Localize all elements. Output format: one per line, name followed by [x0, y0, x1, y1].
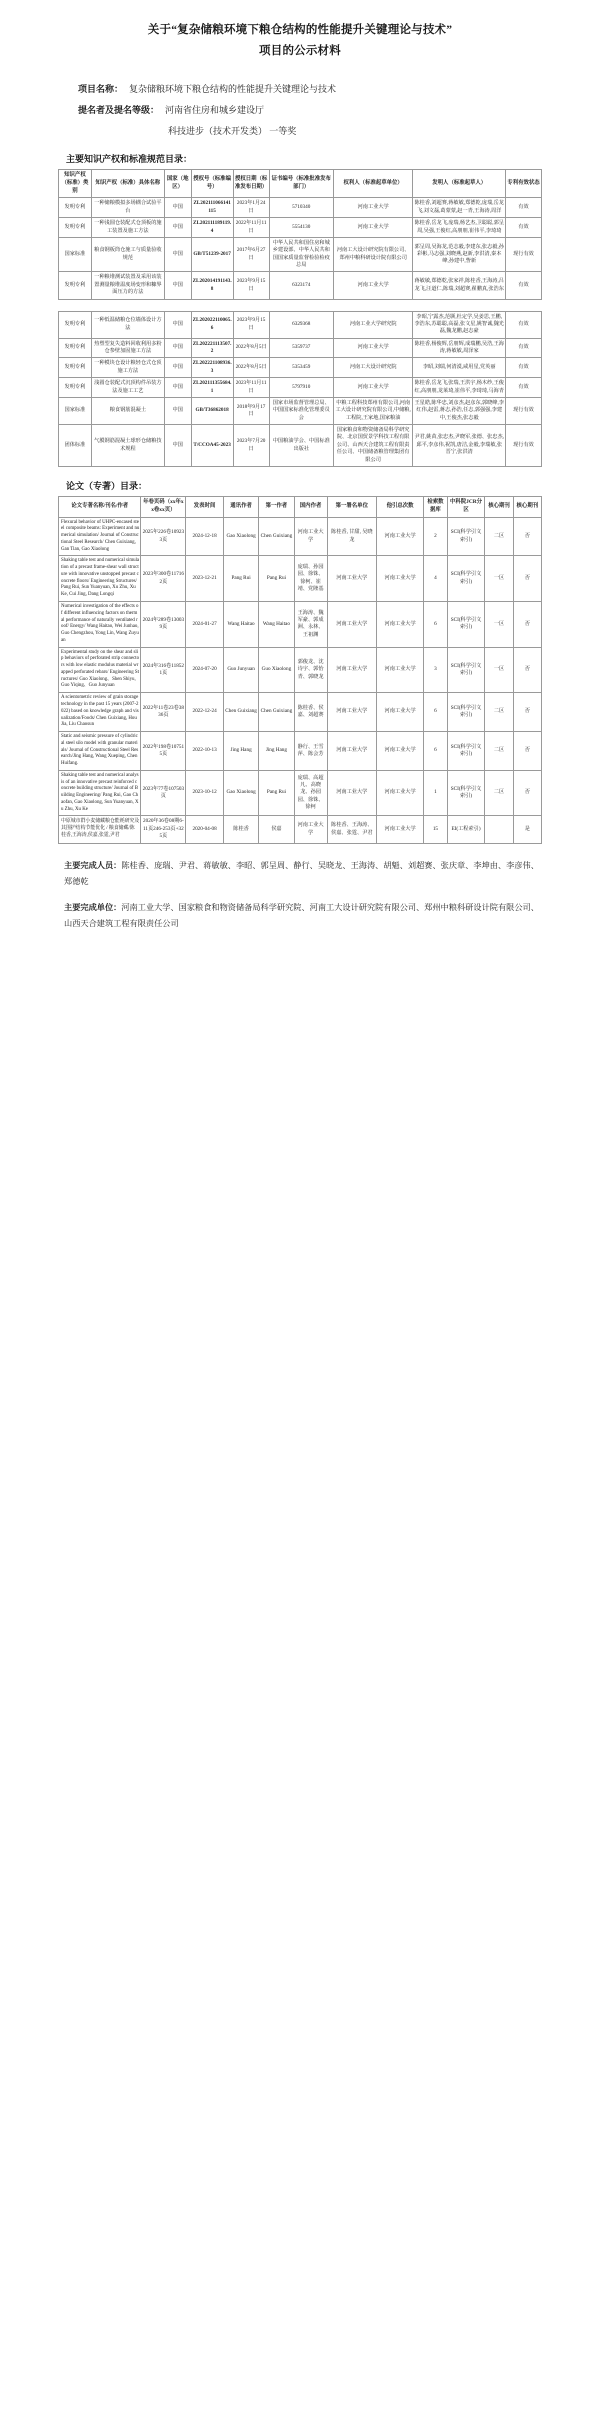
ip-cell-cert: 6323174	[269, 272, 333, 299]
paper-cell-domestic: 陈桂香、侯嘉、刘超赛	[294, 693, 327, 732]
paper-cell-database: SCI(科学引文索引)	[447, 647, 485, 693]
ip-cell-status: 有效	[505, 311, 541, 338]
table-row	[59, 816, 542, 843]
ip-table-body-continued	[59, 311, 542, 466]
table-row	[59, 647, 542, 693]
ip-header-row	[59, 169, 542, 197]
ip-cell-inventor: 陈桂香,杨俊辉,岳朋辉,成瑞鹏,吴浩,王海涛,蒋敏敏,周泽家	[413, 338, 506, 358]
ip-cell-country: 中国	[164, 311, 191, 338]
ip-cell-name: 一种浅圆仓装配式仓顶板的施工装置及施工方法	[91, 218, 164, 238]
paper-cell-core: 否	[513, 517, 541, 556]
ip-cell-date: 2017年6月27日	[233, 237, 269, 272]
document-page	[0, 0, 600, 964]
units-paragraph	[64, 900, 542, 932]
ip-cell-status: 有效	[505, 358, 541, 378]
paper-cell-jcr: 一区	[485, 556, 513, 602]
paper-cell-first-author: Jing Hang	[259, 732, 294, 771]
ip-cell-owner: 河南工大设计研究院	[333, 358, 413, 378]
paper-cell-citations: 6	[424, 693, 448, 732]
project-name-row	[78, 79, 542, 100]
ip-cell-owner: 河南工大设计研究院有限公司、郑州中粮科研设计院有限公司	[333, 237, 413, 272]
ip-cell-name: 一种低温储粮仓位墙体设计方法	[91, 311, 164, 338]
paper-cell-signed: 河南工业大学	[377, 647, 424, 693]
ip-cell-number: ZL202221108936.3	[191, 358, 233, 378]
ip-cell-name: 粮食钢筋混凝土	[91, 397, 164, 424]
ip-cell-inventor: 尹君,姚苗,张忠杰,尹晓军,张德、张忠杰,邱平,李彦伟,祝凯,唐洁,金毅,李瑞敏,张晋宁,张洪清	[413, 425, 506, 467]
ip-cell-country: 中国	[164, 198, 191, 218]
ip-cell-status: 现行有效	[505, 397, 541, 424]
paper-cell-signed: 河南工业大学	[377, 556, 424, 602]
ip-cell-date: 2023年1月24日	[233, 198, 269, 218]
table-row	[59, 311, 542, 338]
paper-cell-domestic: 郭俊龙、沈诗宇、郭怡青、郭晓龙	[294, 647, 327, 693]
paper-cell-signed: 河南工业大学	[377, 816, 424, 843]
paper-cell-database: SCI(科学引文索引)	[447, 556, 485, 602]
units-label: 主要完成单位：	[64, 902, 122, 912]
paper-col-jcr: 核心期刊	[485, 496, 513, 517]
paper-cell-first-unit: 河南工业大学	[327, 556, 376, 602]
paper-cell-title: Shaking table test and numerical simulation of a precast frame-shear wall structure with innovative unstopped precast concrete floors/ Engineering Structures/ Pang Rui, Sun Yuanyuan, Xu Zhu, Xu Ke, Cui Jing, Dang Longqi	[59, 556, 141, 602]
paper-cell-corresponding: 陈桂香	[223, 816, 258, 843]
ip-cell-cert: 6329368	[269, 311, 333, 338]
paper-cell-volume: 2020年36卷08期6-11页246-253页+325页	[141, 816, 186, 843]
ip-cell-status: 有效	[505, 338, 541, 358]
paper-cell-title: Flexural behavior of UHPC-encased steel composite beams: Experiment and numerical simulation/ Journal of Constructional Steel Research/ Chen Guixiang, Gan Tian, Gao Xiaolong	[59, 517, 141, 556]
ip-cell-cert: 5797910	[269, 378, 333, 398]
paper-cell-citations: 3	[424, 647, 448, 693]
paper-table	[58, 496, 542, 844]
paper-cell-core: 否	[513, 556, 541, 602]
paper-cell-database: SCI(科学引文索引)	[447, 770, 485, 816]
ip-col-status: 专利有效状态	[505, 169, 541, 197]
ip-cell-name: 一种粮堆测试装置及采用该装置测量粮堆温度场变形和糠界面压力的方法	[91, 272, 164, 299]
paper-cell-first-unit: 河南工业大学	[327, 732, 376, 771]
paper-cell-corresponding: Gao Xiaolong	[223, 517, 258, 556]
table-row	[59, 602, 542, 648]
paper-cell-volume: 2023年77卷107503页	[141, 770, 186, 816]
ip-cell-inventor: 蒋敏敏,郑德乾,张家祥,陈桂香,王海涛,吕龙飞,汪道仁,陈瑞,刘超赛,翟鹏真,张浩东	[413, 272, 506, 299]
ip-cell-status: 有效	[505, 198, 541, 218]
paper-cell-first-author: Guo Xiaolong	[259, 647, 294, 693]
paper-table-head	[59, 496, 542, 517]
project-name-label: 项目名称：	[78, 83, 124, 94]
table-row	[59, 517, 542, 556]
ip-cell-number: ZL202221113507.2	[191, 338, 233, 358]
table-row	[59, 272, 542, 299]
paper-cell-first-unit: 陈桂香、王海涛、侯嘉、张霆、尹君	[327, 816, 376, 843]
paper-cell-volume: 2022年198卷107515页	[141, 732, 186, 771]
ip-cell-inventor: 郭呈周,吴海龙,范志毅,李建东,张志毅,孙彩彬,马志强,刘晓燕,赵新,李洪清,秦本峰,孙建中,訾新	[413, 237, 506, 272]
members-value: 陈桂香、庞瑞、尹君、蒋敏敏、李昭、郭呈周、静行、吴晓龙、王海涛、胡魁、刘超赛、张庆章、李坤由、李彦伟、郑德乾	[64, 860, 539, 886]
table-row	[59, 218, 542, 238]
paper-cell-corresponding: Pang Rui	[223, 556, 258, 602]
table-row	[59, 693, 542, 732]
paper-cell-corresponding: Guo Junyuan	[223, 647, 258, 693]
paper-cell-date: 2023-10-12	[186, 770, 224, 816]
ip-cell-owner: 河南工业大学	[333, 218, 413, 238]
paper-col-volume: 年卷页码（xx年xx卷xx页）	[141, 496, 186, 517]
ip-table-head	[59, 169, 542, 197]
ip-cell-cert: 5710340	[269, 198, 333, 218]
paper-cell-database: EI(工程索引)	[447, 816, 485, 843]
paper-cell-citations: 2	[424, 517, 448, 556]
paper-cell-citations: 6	[424, 602, 448, 648]
paper-table-body	[59, 517, 542, 843]
paper-col-first-author: 第一作者	[259, 496, 294, 517]
paper-cell-domestic: 庞瑞、高超凡、高晓龙、孙园园、徐铢、徐柯	[294, 770, 327, 816]
paper-col-title: 论文专著名称/刊名/作者	[59, 496, 141, 517]
ip-col-category: 知识产权（标准）类别	[59, 169, 92, 197]
paper-cell-volume: 2024年289卷130039页	[141, 602, 186, 648]
paper-cell-title: Static and seismic pressure of cylindrical steel silo model with granular materials/ Journal of Constructional Steel Research/Jing Hang, Wang Xueping, Chen Huifang.	[59, 732, 141, 771]
paper-col-corresponding: 通讯作者	[223, 496, 258, 517]
ip-cell-category: 发明专利	[59, 311, 92, 338]
ip-section-title: 主要知识产权和标准规范目录：	[66, 153, 193, 164]
paper-col-database: 中科院JCR分区	[447, 496, 485, 517]
paper-cell-first-unit: 河南工业大学	[327, 647, 376, 693]
ip-cell-number: ZL202022110065.6	[191, 311, 233, 338]
paper-cell-citations: 1	[424, 770, 448, 816]
ip-col-date: 授权日期（标准发布日期）	[233, 169, 269, 197]
paper-cell-core: 是	[513, 816, 541, 843]
paper-col-core: 核心期刊	[513, 496, 541, 517]
paper-cell-corresponding: Wang Haitao	[223, 602, 258, 648]
ip-cell-category: 发明专利	[59, 338, 92, 358]
ip-cell-status: 现行有效	[505, 237, 541, 272]
ip-cell-inventor: 陈桂香,岳龙飞,庞瑞,杨艺杰,卫聪聪,郭呈周,吴强,王俊红,高朋朋,崔伟平,李琦琦	[413, 218, 506, 238]
paper-cell-citations: 15	[424, 816, 448, 843]
paper-cell-jcr: 二区	[485, 693, 513, 732]
ip-cell-name: 气膜钢筋混凝土球形仓储粮技术规程	[91, 425, 164, 467]
ip-cell-category: 发明专利	[59, 358, 92, 378]
paper-cell-database: SCI(科学引文索引)	[447, 517, 485, 556]
ip-col-owner: 权利人（标准起草单位）	[333, 169, 413, 197]
ip-table-body	[59, 198, 542, 299]
paper-cell-date: 2024-07-20	[186, 647, 224, 693]
ip-cell-inventor: 李昭,刘瑞,何清漠,咸用星,党英丽	[413, 358, 506, 378]
ip-cell-status: 有效	[505, 272, 541, 299]
award-value: 科技进步（技术开发类） 一等奖	[168, 125, 297, 136]
paper-cell-volume: 2023年300卷117162页	[141, 556, 186, 602]
ip-cell-owner: 河南工业大学	[333, 338, 413, 358]
page-title	[58, 20, 542, 63]
paper-cell-domestic: 河南工业大学	[294, 816, 327, 843]
ip-cell-cert: 5554130	[269, 218, 333, 238]
paper-cell-database: SCI(科学引文索引)	[447, 693, 485, 732]
paper-cell-first-author: Chen Guixiang	[259, 693, 294, 732]
units-value: 河南工业大学、国家粮食和物资储备局科学研究院、河南工大设计研究院有限公司、郑州中粮科研设计院有限公司、山西天合建筑工程有限责任公司	[64, 902, 539, 928]
paper-cell-citations: 6	[424, 732, 448, 771]
paper-header-row	[59, 496, 542, 517]
paper-cell-date: 2024-01-27	[186, 602, 224, 648]
table-gap	[58, 302, 542, 311]
paper-cell-title: Numerical investigation of the effects of different influencing factors on thermal performance of naturally ventilated roof/ Energy/ Wang Haitao, Wei Junhao, Guo Chengzhou, Yong Lin, Wang Zuyuan	[59, 602, 141, 648]
paper-cell-core: 否	[513, 770, 541, 816]
paper-cell-domestic: 王海涛、魏军豪、郭成洲、永林、王祖渊	[294, 602, 327, 648]
paper-cell-first-unit: 陈桂香, 甘甜, 吴晓龙	[327, 517, 376, 556]
title-line-2: 项目的公示材料	[259, 45, 341, 58]
paper-cell-volume: 2024年316卷118521页	[141, 647, 186, 693]
paper-cell-domestic: 静行、王雪萍、陈会芳	[294, 732, 327, 771]
ip-cell-owner: 河南工业大学	[333, 272, 413, 299]
paper-cell-date: 2022-10-13	[186, 732, 224, 771]
paper-cell-citations: 4	[424, 556, 448, 602]
ip-table-continued	[58, 311, 542, 467]
ip-col-inventor: 发明人（标准起草人）	[413, 169, 506, 197]
paper-col-domestic: 国内作者	[294, 496, 327, 517]
ip-cell-status: 现行有效	[505, 425, 541, 467]
paper-cell-first-author: Wang Haitao	[259, 602, 294, 648]
paper-cell-domestic: 庞瑞、孙园园、徐铢、徐柯、崔靖、党隆基	[294, 556, 327, 602]
paper-cell-first-unit: 河南工业大学	[327, 693, 376, 732]
paper-cell-database: SCI(科学引文索引)	[447, 732, 485, 771]
table-row	[59, 732, 542, 771]
project-meta	[78, 79, 542, 142]
table-row	[59, 358, 542, 378]
table-row	[59, 397, 542, 424]
ip-col-number: 授权号（标准编号）	[191, 169, 233, 197]
paper-cell-corresponding: Gao Xiaolong	[223, 770, 258, 816]
paper-cell-first-unit: 河南工业大学	[327, 770, 376, 816]
paper-col-citations: 检索数据库	[424, 496, 448, 517]
ip-cell-cert: 5353459	[269, 358, 333, 378]
ip-cell-name: 一种模块仓设计粮轻仓式仓顶施工方法	[91, 358, 164, 378]
ip-col-cert: 证书编号（标准批准发布部门）	[269, 169, 333, 197]
paper-cell-signed: 河南工业大学	[377, 517, 424, 556]
nominator-row	[78, 100, 542, 121]
ip-cell-country: 中国	[164, 272, 191, 299]
table-row	[59, 425, 542, 467]
paper-cell-database: SCI(科学引文索引)	[447, 602, 485, 648]
ip-cell-status: 有效	[505, 378, 541, 398]
ip-cell-category: 发明专利	[59, 198, 92, 218]
ip-cell-cert: 国家市场监督管理总局、中国国家标准化管理委员会	[269, 397, 333, 424]
ip-cell-owner: 河南工业大学研究院	[333, 311, 413, 338]
paper-cell-core: 否	[513, 732, 541, 771]
ip-cell-category: 发明专利	[59, 218, 92, 238]
paper-cell-core: 否	[513, 647, 541, 693]
footer-section	[58, 858, 542, 932]
paper-cell-date: 2022-12-24	[186, 693, 224, 732]
paper-cell-jcr: 二区	[485, 517, 513, 556]
nominator-label: 提名者及提名等级：	[78, 104, 160, 115]
ip-cell-country: 中国	[164, 378, 191, 398]
paper-cell-jcr: 二区	[485, 770, 513, 816]
table-row	[59, 237, 542, 272]
paper-cell-signed: 河南工业大学	[377, 732, 424, 771]
paper-cell-title: Experimental study on the shear and slip behaviors of perforated strip connectors with low elastic modulus material wrapped perforated rebars/ Engineering Structures/ Guo Xiaolong、Shen Shiyu, Guo Yiqing、Guo Junyuan	[59, 647, 141, 693]
paper-cell-core: 否	[513, 602, 541, 648]
paper-cell-title: 中原城市群小麦储藏粮仓能耗研究及其围护结构节能优化 / 粮食储藏/陈桂香,王海涛,侯嘉,张霆,尹君	[59, 816, 141, 843]
paper-cell-signed: 河南工业大学	[377, 770, 424, 816]
ip-col-name: 知识产权（标准）具体名称	[91, 169, 164, 197]
ip-cell-category: 国家标准	[59, 237, 92, 272]
ip-cell-name: 粮食钢板筒仓施工与质量验收规范	[91, 237, 164, 272]
ip-cell-category: 发明专利	[59, 378, 92, 398]
ip-cell-date: 2023年9月15日	[233, 272, 269, 299]
ip-cell-country: 中国	[164, 218, 191, 238]
paper-cell-jcr	[485, 816, 513, 843]
ip-cell-inventor: 李昭,宁露杰,范颢,杜定学,吴姜思,王鹏,李浩东,苏聪聪,高磊,张文星,姚智诚,魏光磊,魏龙鹏,赵志豪	[413, 311, 506, 338]
ip-cell-date: 2023年7月20日	[233, 425, 269, 467]
paper-cell-core: 否	[513, 693, 541, 732]
ip-cell-country: 中国	[164, 425, 191, 467]
paper-cell-first-author: Pang Rui	[259, 770, 294, 816]
paper-cell-date: 2024-12-18	[186, 517, 224, 556]
paper-cell-title: A scientometric review of grain storage technology in the past 15 years (2007-2022) based on knowledge graph and visualization/Foods/ Chen Guixiang, Hou Jia, Liu Chaosun	[59, 693, 141, 732]
ip-cell-number: T/CCOA45-2023	[191, 425, 233, 467]
paper-cell-domestic: 河南工业大学	[294, 517, 327, 556]
ip-cell-owner: 河南工业大学	[333, 198, 413, 218]
award-row	[78, 121, 542, 142]
ip-cell-date: 2023年9月15日	[233, 311, 269, 338]
paper-cell-volume: 2022年11卷23卷3836页	[141, 693, 186, 732]
paper-cell-title: Shaking table test and numerical analysis of an innovative precast reinforced concrete building structure/ Journal of Building Engineering/ Pang Rui, Gao Chaofan, Gao Xiaolong, Sun Yuanyuan, Xu Zhu, Xu Ke	[59, 770, 141, 816]
ip-cell-inventor: 王星皓,陈华忠,刘彦杰,赵彦东,郭晓峰,李红伟,赵雷,蒋志,孙浩,任志,郭强强,李建中,王俊杰,张志毅	[413, 397, 506, 424]
ip-cell-number: ZL202014191143.8	[191, 272, 233, 299]
ip-cell-number: ZL202111355684.1	[191, 378, 233, 398]
paper-cell-first-unit: 河南工业大学	[327, 602, 376, 648]
ip-cell-country: 中国	[164, 358, 191, 378]
ip-cell-number: ZL202111189119.4	[191, 218, 233, 238]
members-label: 主要完成人员：	[64, 860, 122, 870]
ip-cell-cert: 5359737	[269, 338, 333, 358]
ip-cell-country: 中国	[164, 237, 191, 272]
table-row	[59, 770, 542, 816]
ip-cell-category: 团体标准	[59, 425, 92, 467]
ip-col-country: 国家（地区）	[164, 169, 191, 197]
ip-cell-owner: 河南工业大学	[333, 378, 413, 398]
ip-cell-cert: 中国粮油学会、中国标准出版社	[269, 425, 333, 467]
nominator-value: 河南省住房和城乡建设厅	[165, 104, 265, 115]
paper-cell-signed: 河南工业大学	[377, 693, 424, 732]
paper-cell-first-author: Chen Guixiang	[259, 517, 294, 556]
ip-cell-owner: 国家粮食和物资储备局科学研究院、北京国贸景学科技工程有限公司、山西天合建筑工程有限责任公司、中国储备粮管理集团有限公司	[333, 425, 413, 467]
paper-cell-date: 2023-12-21	[186, 556, 224, 602]
paper-col-first-unit: 第一署名单位	[327, 496, 376, 517]
paper-section-title: 论文（专著）目录：	[66, 480, 148, 491]
ip-cell-name: 热塑型复失造料回收利用多粉仓参壁加固施工方法	[91, 338, 164, 358]
ip-cell-date: 2022年8月5日	[233, 358, 269, 378]
paper-cell-jcr: 一区	[485, 602, 513, 648]
ip-cell-number: GB/T51239-2017	[191, 237, 233, 272]
ip-cell-cert: 中华人民共和国住房和城乡建设部、中华人民共和国国家质量监督检验检疫总局	[269, 237, 333, 272]
table-row	[59, 556, 542, 602]
ip-cell-inventor: 陈桂香,岳龙飞,张瑞,王洪宇,杨木纱,王俊红,高朋朋,龙莱琦,崔伟平,李琦琦,马海青	[413, 378, 506, 398]
paper-cell-signed: 河南工业大学	[377, 602, 424, 648]
ip-cell-country: 中国	[164, 397, 191, 424]
ip-cell-name: 一种储粮模拟多场耦合试验平台	[91, 198, 164, 218]
paper-cell-jcr: 一区	[485, 647, 513, 693]
ip-cell-number: ZL202111066141115	[191, 198, 233, 218]
ip-cell-date: 2022年11月11日	[233, 218, 269, 238]
ip-cell-name: 浅圆仓装配式沉顶构件吊装方法及施工工艺	[91, 378, 164, 398]
ip-cell-owner: 中粮工程科技郑州有限公司,河南工大设计研究院有限公司,中储粮,工程院,王家地,国家粮油	[333, 397, 413, 424]
paper-cell-jcr: 二区	[485, 732, 513, 771]
ip-cell-category: 发明专利	[59, 272, 92, 299]
ip-cell-inventor: 陈桂香,刘超赛,蒋敏敏,郑德乾,庞瑞,岳龙飞,刘文磊,葛蒙蒙,赵一青,王海涛,周洋	[413, 198, 506, 218]
paper-cell-corresponding: Jing Hang	[223, 732, 258, 771]
paper-col-signed: 他引总次数	[377, 496, 424, 517]
ip-cell-number: GB/T36862018	[191, 397, 233, 424]
ip-cell-date: 2023年11月11日	[233, 378, 269, 398]
ip-cell-date: 2018年9月17日	[233, 397, 269, 424]
paper-cell-corresponding: Chen Guixiang	[223, 693, 258, 732]
table-row	[59, 378, 542, 398]
table-row	[59, 198, 542, 218]
members-paragraph	[64, 858, 542, 890]
paper-cell-first-author: 侯嘉	[259, 816, 294, 843]
title-line-1: 关于“复杂储粮环境下粮仓结构的性能提升关键理论与技术”	[147, 24, 453, 36]
table-row	[59, 338, 542, 358]
ip-cell-date: 2022年8月5日	[233, 338, 269, 358]
ip-table	[58, 169, 542, 300]
ip-cell-category: 国家标准	[59, 397, 92, 424]
ip-cell-status: 有效	[505, 218, 541, 238]
project-name-value: 复杂储粮环境下粮仓结构的性能提升关键理论与技术	[129, 83, 337, 94]
paper-cell-volume: 2025年226卷109233页	[141, 517, 186, 556]
paper-cell-first-author: Pang Rui	[259, 556, 294, 602]
paper-col-date: 发表时间	[186, 496, 224, 517]
ip-cell-country: 中国	[164, 338, 191, 358]
paper-cell-date: 2020-04-08	[186, 816, 224, 843]
